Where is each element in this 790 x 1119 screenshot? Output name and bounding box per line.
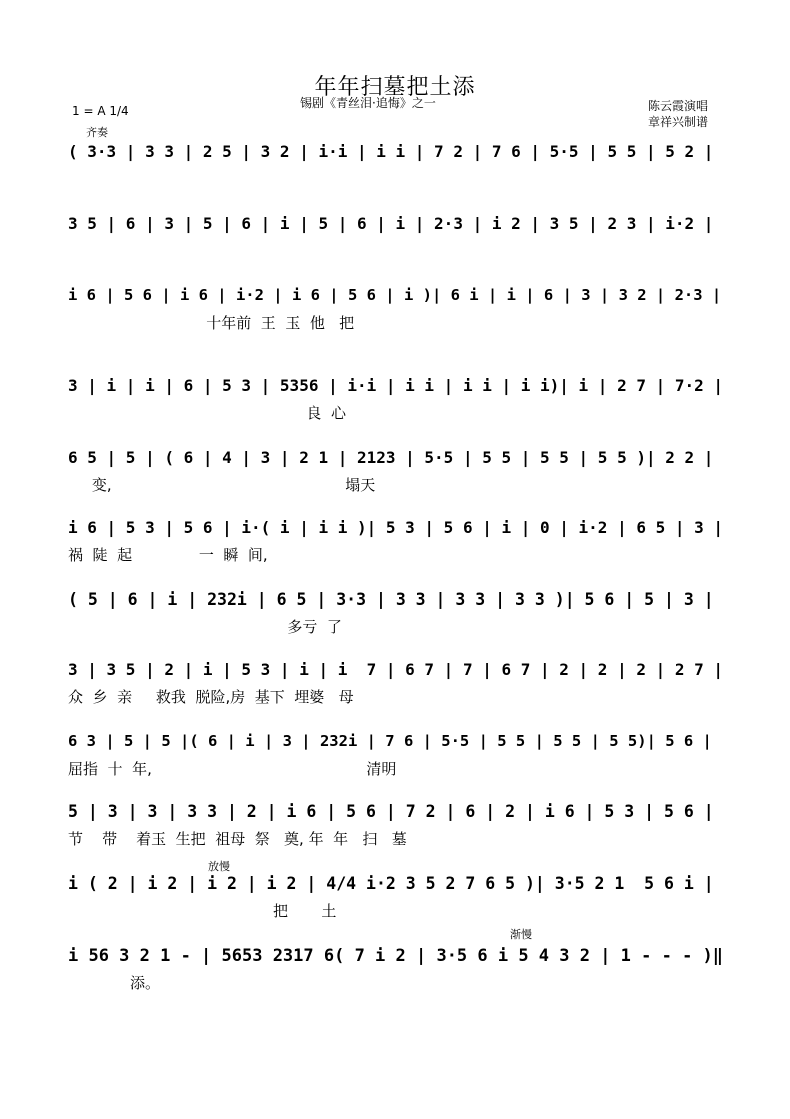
- lyrics-line: 添。: [68, 974, 160, 992]
- notes: 6 3 | 5 | 5 |( 6 | i | 3 | 232i | 7 6 | 5·5 | 5 5 | 5 5 | 5 5)| 5 6 |: [68, 732, 712, 750]
- lyrics-line: 众 乡 亲 救我 脱险,房 基下 埋婆 母: [68, 688, 354, 706]
- notes: ( 5 | 6 | i | 232i | 6 5 | 3·3 | 3 3 | 3 3 | 3 3 )| 5 6 | 5 | 3 |: [68, 590, 714, 609]
- lyrics-line: 十年前 王 玉 他 把: [68, 314, 355, 332]
- notes: i 6 | 5 3 | 5 6 | i·( i | i i )| 5 3 | 5 6 | i | 0 | i·2 | 6 5 | 3 |: [68, 518, 724, 537]
- score-row: [68, 946, 730, 968]
- transcriber: 章祥兴制谱: [648, 115, 709, 129]
- score-row: [68, 214, 730, 236]
- lyrics-line: 把 土: [68, 902, 337, 920]
- score-row: [68, 874, 730, 896]
- lyrics-line: 变, 塌天: [68, 476, 376, 494]
- mark-qizou: 齐奏: [86, 126, 108, 139]
- notes: 3 | 3 5 | 2 | i | 5 3 | i | i 7 | 6 7 | 7 | 6 7 | 2 | 2 | 2 | 2 7 |: [68, 660, 724, 679]
- page-title: 年年扫墓把土添: [314, 75, 476, 100]
- credits: [648, 98, 708, 130]
- notes: 3 5 | 6 | 3 | 5 | 6 | i | 5 | 6 | i | 2·3 | i 2 | 3 5 | 2 3 | i·2 |: [68, 214, 714, 233]
- subtitle: 锡剧《青丝泪·追悔》之一: [300, 96, 436, 110]
- lyrics-line: 屈指 十 年, 清明: [68, 760, 397, 778]
- notes: i 56 3 2 1 - | 5653 2317 6( 7 i 2 | 3·5 6 i 5 4 3 2 | 1 - - - )‖: [68, 946, 724, 966]
- lyrics-line: 良 心: [68, 404, 346, 422]
- score-row: [68, 802, 730, 824]
- score-row: [68, 142, 730, 164]
- key-signature: 1 = A 1/4: [72, 104, 129, 118]
- score-row: [68, 286, 730, 308]
- mark-jianman: 渐慢: [510, 928, 532, 941]
- lyrics-line: 祸 陡 起 一 瞬 间,: [68, 546, 268, 564]
- score-row: [68, 590, 730, 612]
- lyrics-line: 节 带 着玉 生把 祖母 祭 奠, 年 年 扫 墓: [68, 830, 407, 848]
- notes: 3 | i | i | 6 | 5 3 | 5356 | i·i | i i | i i | i i)| i | 2 7 | 7·2 |: [68, 376, 724, 395]
- score-row: [68, 448, 730, 470]
- notes: i ( 2 | i 2 | i 2 | i 2 | 4/4 i·2 3 5 2 7 6 5 )| 3·5 2 1 5 6 i |: [68, 874, 714, 893]
- lyrics-line: 多亏 了: [68, 618, 342, 636]
- score-row: [68, 732, 730, 754]
- mark-fangman: 放慢: [208, 860, 230, 873]
- score-row: [68, 660, 730, 682]
- notes: ( 3·3 | 3 3 | 2 5 | 3 2 | i·i | i i | 7 2 | 7 6 | 5·5 | 5 5 | 5 2 |: [68, 142, 714, 161]
- score-row: [68, 518, 730, 540]
- notes: i 6 | 5 6 | i 6 | i·2 | i 6 | 5 6 | i )| 6 i | i | 6 | 3 | 3 2 | 2·3 |: [68, 286, 722, 304]
- notes: 6 5 | 5 | ( 6 | 4 | 3 | 2 1 | 2123 | 5·5 | 5 5 | 5 5 | 5 5 )| 2 2 |: [68, 448, 714, 467]
- notes: 5 | 3 | 3 | 3 3 | 2 | i 6 | 5 6 | 7 2 | 6 | 2 | i 6 | 5 3 | 5 6 |: [68, 802, 714, 821]
- score-row: [68, 376, 730, 398]
- performer: 陈云霞演唱: [648, 99, 709, 113]
